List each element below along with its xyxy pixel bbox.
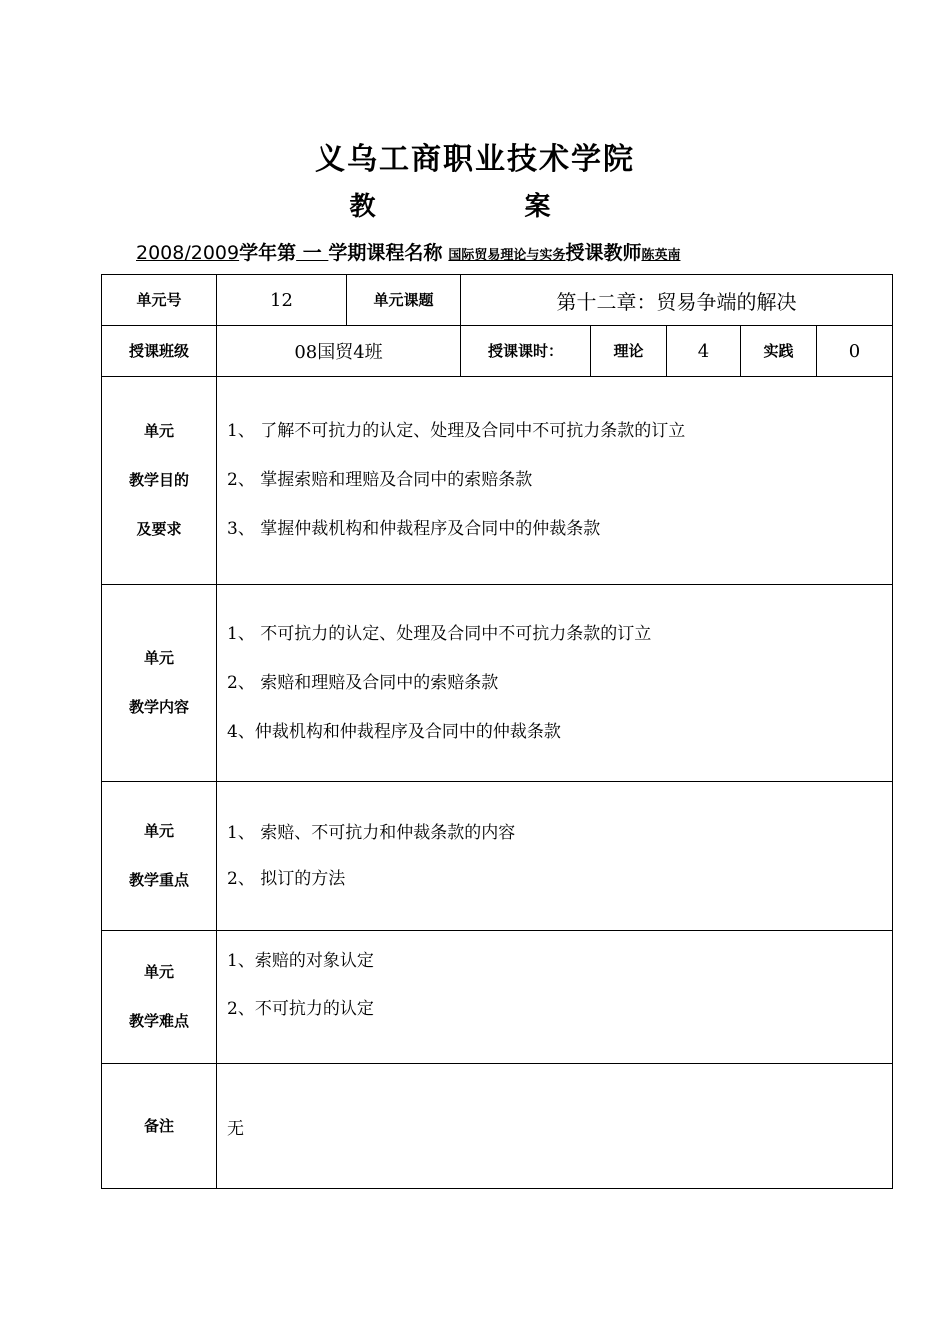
table-row	[102, 275, 893, 326]
remarks-value: 无	[217, 1064, 893, 1189]
practice-label: 实践	[741, 326, 817, 377]
list-item: 1、索赔的对象认定	[227, 951, 374, 971]
label-line: 单元	[143, 422, 174, 440]
list-item: 4、仲裁机构和仲裁程序及合同中的仲裁条款	[227, 721, 561, 742]
unit-no-label: 单元号	[102, 275, 217, 326]
label-line: 教学重点	[128, 871, 189, 889]
label-line: 单元	[143, 963, 174, 981]
label-line: 及要求	[136, 520, 182, 538]
class-value: 08国贸4班	[217, 326, 461, 377]
label-line: 教学目的	[128, 471, 189, 489]
teacher-name: 陈英南	[641, 248, 681, 263]
teaching-content	[217, 585, 893, 782]
table-row	[102, 585, 893, 782]
unit-title-value: 第十二章：贸易争端的解决	[461, 275, 893, 326]
table-row	[102, 931, 893, 1064]
course-name: 国际贸易理论与实务	[448, 248, 566, 263]
table-row	[102, 326, 893, 377]
label-line: 单元	[143, 649, 174, 667]
practice-value: 0	[817, 326, 893, 377]
table-row	[102, 782, 893, 931]
list-item: 2、 拟订的方法	[227, 869, 346, 889]
doc-type-title: 教 案	[349, 192, 621, 222]
class-label: 授课班级	[102, 326, 217, 377]
academic-year-label: 学年第	[239, 242, 297, 264]
teacher-label: 授课教师	[565, 242, 642, 264]
theory-value: 4	[667, 326, 741, 377]
school-title: 义乌工商职业技术学院	[315, 142, 635, 177]
unit-title-label: 单元课题	[347, 275, 461, 326]
list-item: 1、 了解不可抗力的认定、处理及合同中不可抗力条款的订立	[227, 421, 686, 441]
key-points-label	[102, 782, 217, 931]
list-item: 2、 掌握索赔和理赔及合同中的索赔条款	[227, 470, 533, 490]
list-item: 2、 索赔和理赔及合同中的索赔条款	[227, 672, 499, 693]
list-item: 3、 掌握仲裁机构和仲裁程序及合同中的仲裁条款	[227, 519, 601, 539]
list-item: 1、 索赔、不可抗力和仲裁条款的内容	[227, 823, 516, 843]
semester-label: 学期课程名称	[328, 242, 443, 264]
table-row	[102, 377, 893, 585]
course-meta-line	[136, 238, 680, 265]
list-item: 1、 不可抗力的认定、处理及合同中不可抗力条款的订立	[227, 623, 652, 644]
semester: 一	[296, 242, 329, 264]
theory-label: 理论	[591, 326, 667, 377]
hours-label: 授课课时：	[461, 326, 591, 377]
teaching-content-label	[102, 585, 217, 782]
lesson-plan-table	[101, 274, 893, 1189]
objectives-label	[102, 377, 217, 585]
difficulties-label	[102, 931, 217, 1064]
label-line: 教学内容	[128, 698, 189, 716]
label-line: 单元	[143, 822, 174, 840]
objectives-content	[217, 377, 893, 585]
difficulties-content	[217, 931, 893, 1064]
unit-no-value: 12	[217, 275, 347, 326]
remarks-label: 备注	[102, 1064, 217, 1189]
list-item: 2、不可抗力的认定	[227, 999, 374, 1019]
label-line: 教学难点	[128, 1012, 189, 1030]
key-points-content	[217, 782, 893, 931]
table-row	[102, 1064, 893, 1189]
academic-year: 2008/2009	[136, 242, 240, 264]
